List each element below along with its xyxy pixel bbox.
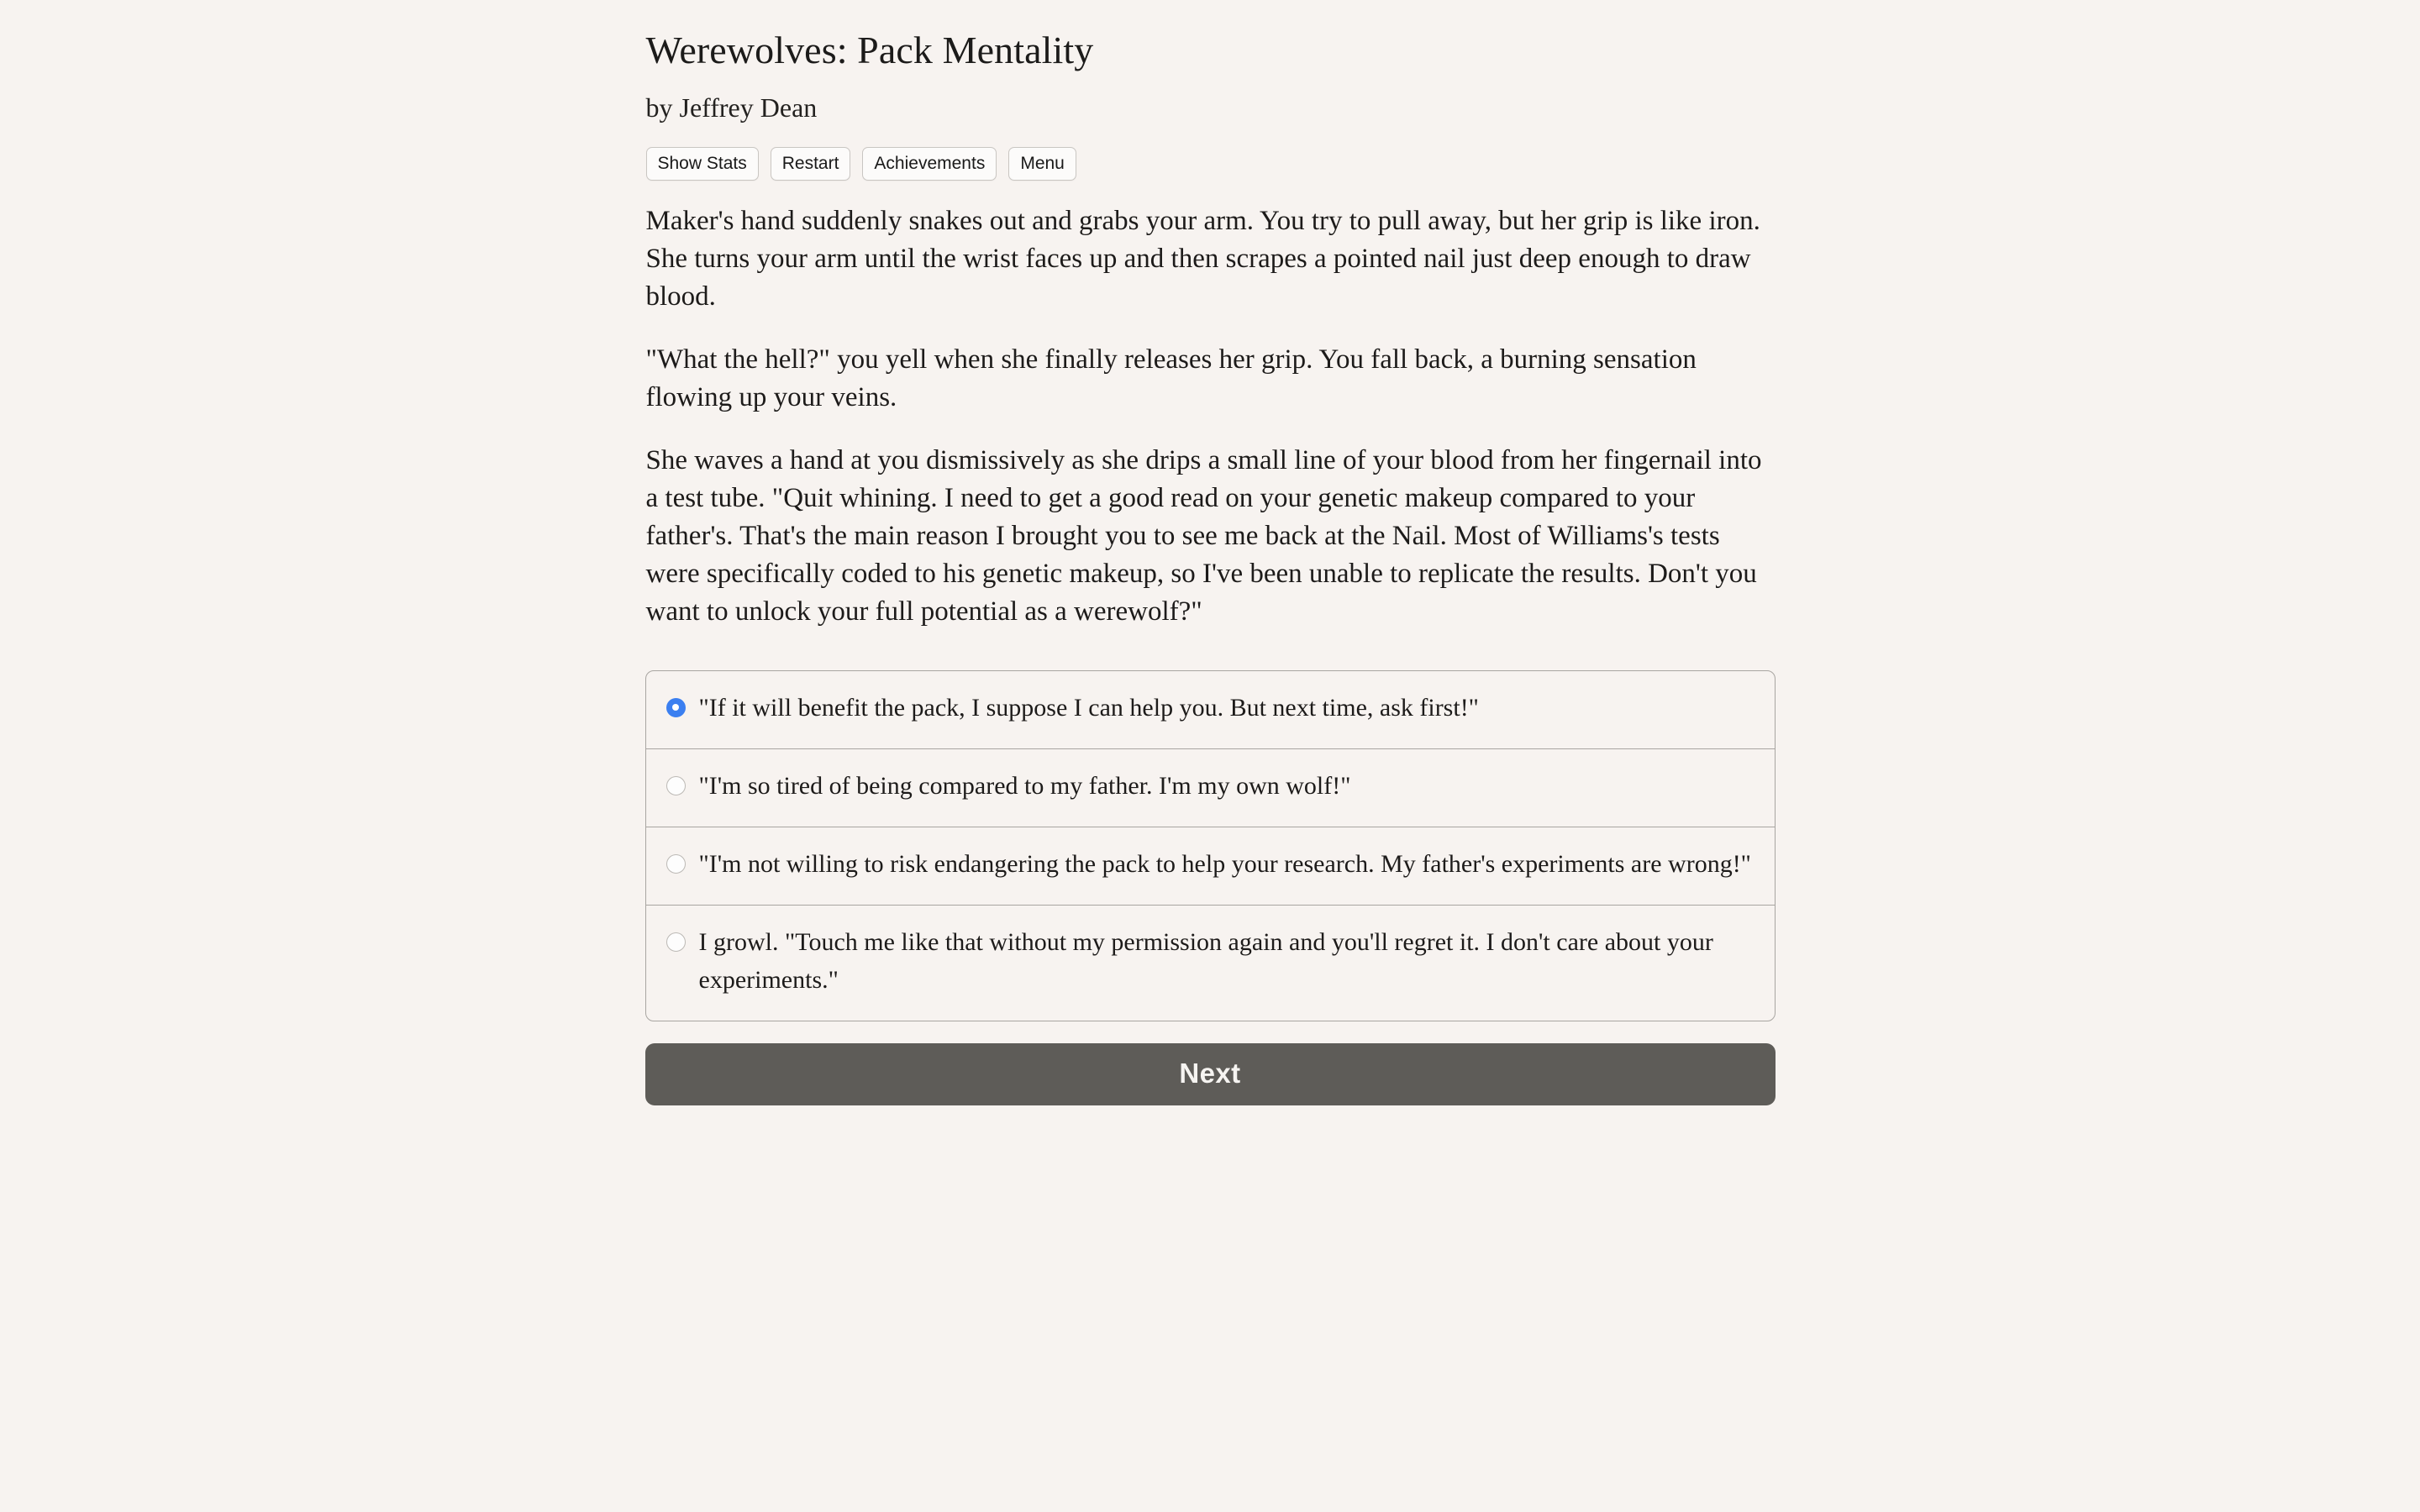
story-paragraph: She waves a hand at you dismissively as she drips a small line of your blood from her fingernail into a test tube. "Quit whining. I need to get a good read on your genetic makeup compared to your father's. That's the main reason I brought you to see me back at the Nail. Most of Williams's tests were specifically coded to his genetic makeup, so I've been unable to replicate the results. Don't you want to unlock your full potential as a werewolf?" [645, 444, 1762, 627]
radio-button[interactable] [666, 776, 686, 795]
restart-button[interactable]: Restart [771, 147, 851, 181]
story-paragraph: Maker's hand suddenly snakes out and grabs your arm. You try to pull away, but her grip is like iron. She turns your arm until the wrist faces up and then scrapes a pointed nail just deep enough to draw blood. [645, 205, 1760, 312]
author-byline: by Jeffrey Dean [645, 92, 818, 123]
next-button[interactable]: Next [645, 1043, 1776, 1105]
menu-button[interactable]: Menu [1008, 147, 1076, 181]
show-stats-button[interactable]: Show Stats [646, 147, 759, 181]
story-text [645, 202, 1776, 631]
game-container [645, 0, 1776, 1105]
radio-button[interactable] [666, 854, 686, 874]
toolbar [646, 147, 1776, 181]
page-title: Werewolves: Pack Mentality [645, 29, 1094, 71]
radio-button-selected[interactable] [666, 698, 686, 717]
achievements-button[interactable]: Achievements [862, 147, 997, 181]
story-paragraph: "What the hell?" you yell when she finally releases her grip. You fall back, a burning sensation flowing up your veins. [645, 344, 1697, 412]
choice-option[interactable] [646, 749, 1775, 827]
choice-option[interactable] [646, 827, 1775, 906]
choice-option-label: I growl. "Touch me like that without my permission again and you'll regret it. I don't care about your experiments." [698, 927, 1713, 994]
radio-button[interactable] [666, 932, 686, 952]
choice-option-label: "If it will benefit the pack, I suppose I can help you. But next time, ask first!" [698, 693, 1479, 722]
choice-option-label: "I'm so tired of being compared to my father. I'm my own wolf!" [698, 771, 1351, 800]
choice-option[interactable] [646, 671, 1775, 749]
choice-list [645, 670, 1776, 1021]
choice-option[interactable] [646, 906, 1775, 1021]
choice-option-label: "I'm not willing to risk endangering the pack to help your research. My father's experiments are wrong!" [698, 849, 1751, 878]
